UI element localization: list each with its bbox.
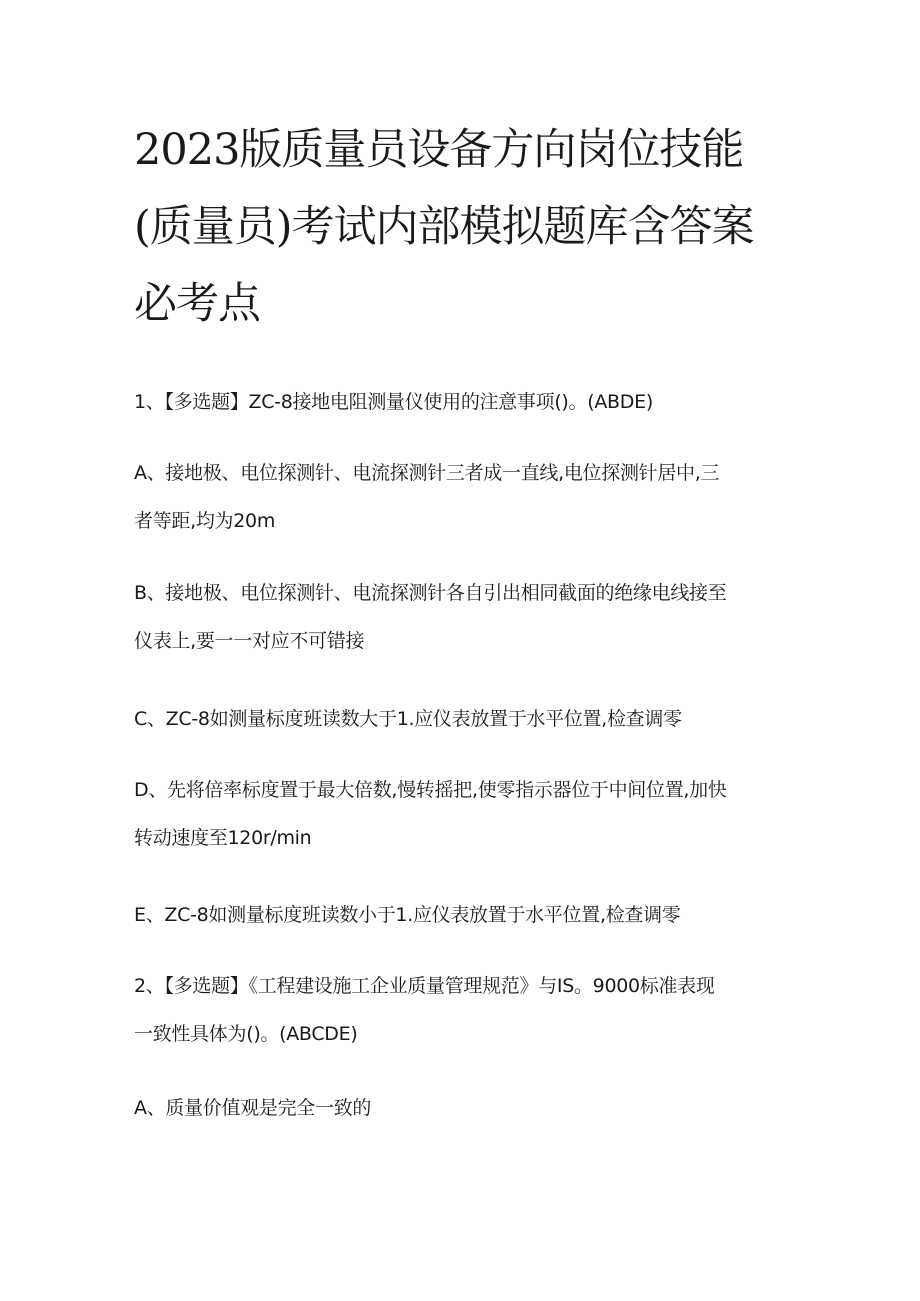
question-1-stem bbox=[134, 378, 794, 426]
question-1-option-b bbox=[134, 569, 794, 665]
option-line: 者等距,均为20m bbox=[134, 510, 276, 532]
question-1-option-d bbox=[134, 766, 794, 862]
title-line: (质量员)考试内部模拟题库含答案 bbox=[134, 202, 754, 252]
question-1-option-e bbox=[134, 891, 794, 939]
question-1-option-c bbox=[134, 695, 794, 743]
option-line: A、质量价值观是完全一致的 bbox=[134, 1097, 372, 1119]
question-1-option-a bbox=[134, 449, 794, 545]
question-2-option-a bbox=[134, 1084, 794, 1132]
option-line: A、接地极、电位探测针、电流探测针三者成一直线,电位探测针居中,三 bbox=[134, 462, 720, 484]
question-stem-line: 1、【多选题】ZC-8接地电阻测量仪使用的注意事项()。(ABDE) bbox=[134, 391, 653, 413]
option-line: B、接地极、电位探测针、电流探测针各自引出相同截面的绝缘电线接至 bbox=[134, 582, 727, 604]
option-line: E、ZC-8如测量标度班读数小于1.应仪表放置于水平位置,检查调零 bbox=[134, 904, 681, 926]
title-line: 必考点 bbox=[134, 279, 260, 329]
question-stem-line: 2、【多选题】《工程建设施工企业质量管理规范》与IS。9000标准表现 bbox=[134, 975, 715, 997]
title-line: 2023版质量员设备方向岗位技能 bbox=[134, 125, 744, 175]
question-stem-line: 一致性具体为()。(ABCDE) bbox=[134, 1023, 358, 1045]
option-line: D、先将倍率标度置于最大倍数,慢转摇把,使零指示器位于中间位置,加快 bbox=[134, 779, 727, 801]
option-line: 仪表上,要一一对应不可错接 bbox=[134, 630, 365, 652]
option-line: 转动速度至120r∕min bbox=[134, 827, 312, 849]
document-title bbox=[134, 112, 794, 343]
option-line: C、ZC-8如测量标度班读数大于1.应仪表放置于水平位置,检查调零 bbox=[134, 708, 682, 730]
question-2-stem bbox=[134, 962, 794, 1058]
